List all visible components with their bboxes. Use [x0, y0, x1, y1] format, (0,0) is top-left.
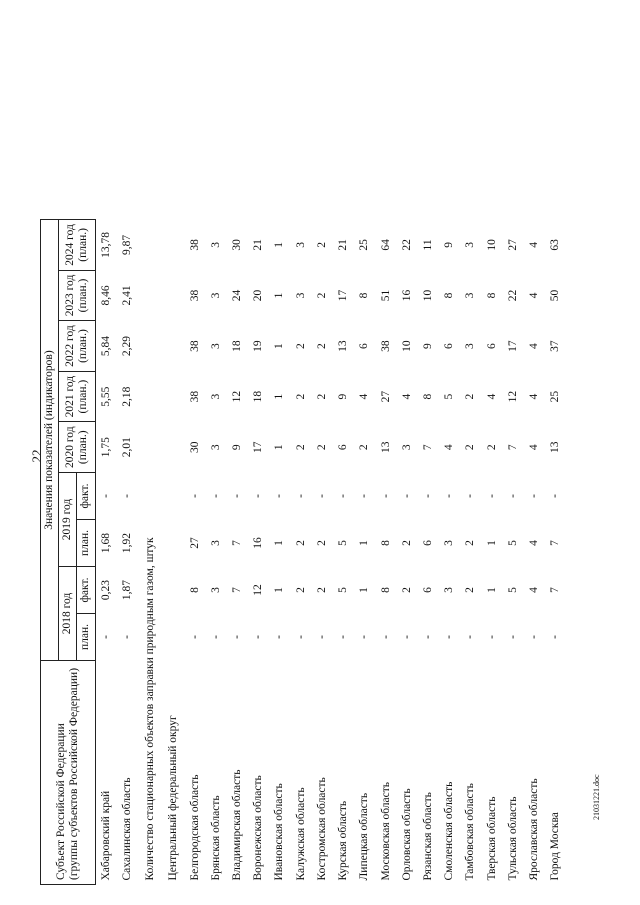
row-value-cell: 38	[188, 390, 201, 403]
row-value-cell: 5,84	[99, 336, 112, 357]
row-value-cell: 3	[464, 343, 477, 349]
table-row	[291, 220, 312, 885]
table-row	[376, 220, 397, 885]
row-value-cell: -	[273, 494, 286, 498]
row-value-cell: 24	[230, 289, 243, 302]
row-value-cell: -	[549, 494, 562, 498]
row-value-cell: 22	[506, 289, 519, 302]
row-value-cell: 9	[421, 343, 434, 349]
row-value-cell: 18	[230, 340, 243, 352]
row-value-cell: -	[230, 494, 243, 498]
row-value-cell: 7	[230, 540, 243, 546]
table-row	[248, 220, 269, 885]
row-value-cell: 3	[209, 393, 222, 400]
row-value-cell: 10	[485, 239, 498, 251]
row-value-cell: 3	[443, 587, 456, 593]
row-value-cell: 2	[358, 444, 371, 451]
table-row	[333, 220, 354, 885]
table-row	[269, 220, 290, 885]
row-value-cell: 22	[400, 239, 413, 251]
year-2023-header: 2023 год (план.)	[59, 270, 95, 321]
row-value-cell: 6	[485, 343, 498, 349]
row-value-cell: 7	[549, 587, 562, 593]
row-value-cell: 3	[209, 343, 222, 349]
sub-header-2018-fact: факт.	[77, 567, 95, 614]
row-value-cell: 3	[209, 242, 222, 248]
row-value-cell: 2,01	[120, 437, 133, 458]
row-value-cell: 1	[273, 292, 286, 299]
row-value-cell: 6	[421, 587, 434, 593]
table-row	[354, 220, 375, 885]
row-value-cell: 2,18	[120, 386, 133, 407]
row-value-cell: -	[528, 635, 541, 639]
table-row	[439, 220, 460, 885]
subject-header-line2: (группы субъектов Российской Федерации)	[67, 667, 80, 880]
footer-filename: 21031221.doc	[592, 774, 601, 820]
row-value-cell: 4	[528, 292, 541, 299]
row-value-cell: 3	[209, 292, 222, 299]
row-value-cell: 3	[464, 242, 477, 248]
row-value-cell: 1	[273, 540, 286, 546]
row-value-cell: 38	[188, 239, 201, 251]
row-value-cell: 2	[464, 444, 477, 451]
row-value-cell: 1	[273, 242, 286, 248]
row-value-cell: -	[421, 635, 434, 639]
row-value-cell: -	[400, 635, 413, 639]
row-value-cell: -	[209, 494, 222, 498]
row-value-cell: 16	[252, 537, 265, 549]
row-value-cell: 9	[443, 242, 456, 248]
row-value-cell: 13,78	[99, 231, 112, 258]
row-value-cell: 3	[294, 292, 307, 299]
row-value-cell: 4	[528, 540, 541, 546]
row-value-cell: 0,23	[99, 579, 112, 601]
row-value-cell: 1,68	[99, 532, 112, 554]
row-value-cell: 12	[230, 390, 243, 403]
row-value-cell: 4	[528, 587, 541, 593]
row-value-cell: -	[337, 494, 350, 498]
row-value-cell: 6	[337, 444, 350, 451]
row-value-cell: 2	[315, 587, 328, 593]
row-value-cell: -	[400, 494, 413, 498]
row-value-cell: 3	[209, 587, 222, 593]
row-value-cell: 4	[528, 242, 541, 248]
row-value-cell: -	[421, 494, 434, 498]
table-row	[524, 220, 545, 885]
row-value-cell: 17	[506, 340, 519, 352]
row-value-cell: -	[273, 635, 286, 639]
row-value-cell: -	[188, 635, 201, 639]
row-value-cell: 1	[485, 587, 498, 593]
row-value-cell: 6	[421, 540, 434, 546]
district-title: Центральный федеральный округ	[167, 715, 180, 881]
indicators-header: Значения показателей (индикаторов)	[41, 220, 59, 661]
row-value-cell: 2,29	[120, 336, 133, 357]
table-row	[503, 220, 524, 885]
row-value-cell: 5	[506, 587, 519, 593]
row-value-cell: 10	[421, 289, 434, 302]
row-value-cell: -	[464, 494, 477, 498]
table-row	[418, 220, 439, 885]
district-row	[161, 220, 184, 885]
row-value-cell: 17	[337, 289, 350, 302]
row-value-cell: 2	[294, 540, 307, 546]
year-2022-header: 2022 год (план.)	[59, 321, 95, 372]
row-value-cell: 2	[315, 292, 328, 299]
row-value-cell: 20	[252, 289, 265, 302]
row-value-cell: 5	[506, 540, 519, 546]
row-subject-name: Курская область	[337, 800, 350, 881]
section-title-row	[138, 220, 161, 885]
row-value-cell: -	[99, 635, 112, 639]
row-value-cell: 2	[315, 540, 328, 546]
year-2018-header: 2018 год	[59, 567, 77, 661]
row-value-cell: 1	[358, 587, 371, 593]
sub-header-2018-plan: план.	[77, 614, 95, 661]
row-value-cell: 51	[379, 289, 392, 302]
row-subject-name: Сахалинская область	[120, 777, 133, 881]
row-subject-name: Хабаровский край	[99, 790, 112, 881]
row-value-cell: 1	[358, 540, 371, 546]
row-value-cell: -	[99, 494, 112, 498]
row-value-cell: 13	[337, 340, 350, 352]
row-value-cell: -	[230, 635, 243, 639]
row-value-cell: 21	[252, 239, 265, 251]
row-value-cell: 63	[549, 239, 562, 251]
row-value-cell: -	[506, 635, 519, 639]
row-subject-name: Владимирская область	[230, 769, 243, 881]
row-value-cell: 2	[294, 343, 307, 349]
row-value-cell: 1,92	[120, 532, 133, 554]
row-value-cell: -	[294, 494, 307, 498]
table-row	[95, 220, 117, 885]
row-value-cell: 11	[421, 239, 434, 251]
row-value-cell: 4	[443, 444, 456, 451]
row-subject-name: Город Москва	[549, 812, 562, 881]
table-body	[95, 220, 566, 885]
row-value-cell: -	[379, 494, 392, 498]
section-title: Количество стационарных объектов заправки природным газом, штук	[144, 537, 157, 881]
row-value-cell: 3	[464, 292, 477, 299]
row-value-cell: 1	[273, 393, 286, 400]
year-2024-header: 2024 год (план.)	[59, 220, 95, 271]
row-value-cell: 13	[379, 441, 392, 453]
subject-header-line1: Субъект Российской Федерации	[54, 723, 67, 880]
table-row	[206, 220, 227, 885]
row-value-cell: -	[337, 635, 350, 639]
row-value-cell: 8	[358, 292, 371, 299]
row-value-cell: 13	[549, 441, 562, 453]
row-value-cell: 16	[400, 289, 413, 302]
table-row	[482, 220, 503, 885]
row-value-cell: 3	[294, 242, 307, 248]
row-value-cell: 3	[209, 540, 222, 546]
row-value-cell: 38	[188, 340, 201, 352]
year-2019-header: 2019 год	[59, 473, 77, 567]
row-value-cell: 8,46	[99, 285, 112, 306]
row-value-cell: -	[188, 494, 201, 498]
row-value-cell: -	[443, 494, 456, 498]
row-subject-name: Белгородская область	[188, 774, 201, 881]
row-subject-name: Московская область	[379, 781, 392, 881]
row-value-cell: 5,55	[99, 386, 112, 407]
year-2020-header: 2020 год (план.)	[59, 422, 95, 473]
row-subject-name: Тульская область	[506, 796, 519, 881]
row-subject-name: Орловская область	[400, 788, 413, 881]
row-value-cell: 3	[400, 444, 413, 451]
row-value-cell: -	[120, 635, 133, 639]
row-value-cell: -	[443, 635, 456, 639]
row-value-cell: 9,87	[120, 234, 133, 255]
table-row	[117, 220, 138, 885]
row-value-cell: 2	[315, 343, 328, 349]
row-value-cell: 37	[549, 340, 562, 352]
table-row	[185, 220, 206, 885]
row-value-cell: -	[252, 494, 265, 498]
row-value-cell: -	[549, 635, 562, 639]
row-value-cell: -	[358, 494, 371, 498]
indicators-table	[40, 219, 566, 885]
row-value-cell: 6	[358, 343, 371, 349]
row-value-cell: -	[506, 494, 519, 498]
row-value-cell: -	[209, 635, 222, 639]
row-value-cell: 64	[379, 239, 392, 251]
row-value-cell: -	[294, 635, 307, 639]
row-value-cell: 6	[443, 343, 456, 349]
subject-header	[41, 661, 96, 885]
row-value-cell: 8	[188, 587, 201, 593]
row-value-cell: -	[358, 635, 371, 639]
row-value-cell: 8	[443, 292, 456, 299]
row-value-cell: 19	[252, 340, 265, 352]
row-value-cell: -	[315, 635, 328, 639]
rotated-table-sheet	[40, 10, 610, 885]
row-value-cell: 27	[379, 390, 392, 403]
row-subject-name: Брянская область	[209, 795, 222, 881]
row-value-cell: 25	[358, 239, 371, 251]
row-value-cell: 5	[337, 587, 350, 593]
row-value-cell: -	[485, 635, 498, 639]
row-value-cell: 7	[230, 587, 243, 593]
row-value-cell: 2	[400, 540, 413, 546]
row-subject-name: Липецкая область	[358, 792, 371, 881]
row-value-cell: 7	[421, 444, 434, 451]
row-value-cell: 2	[294, 587, 307, 593]
row-value-cell: -	[485, 494, 498, 498]
row-value-cell: 27	[188, 537, 201, 549]
row-value-cell: 3	[209, 444, 222, 451]
row-value-cell: 7	[506, 444, 519, 451]
row-subject-name: Смоленская область	[443, 781, 456, 881]
row-subject-name: Калужская область	[294, 787, 307, 881]
sub-header-2019-plan: план.	[77, 520, 95, 567]
row-subject-name: Рязанская область	[421, 792, 434, 881]
row-value-cell: 7	[549, 540, 562, 546]
row-value-cell: 2	[485, 444, 498, 451]
row-value-cell: 38	[379, 340, 392, 352]
table-row	[460, 220, 481, 885]
row-value-cell: 1,75	[99, 437, 112, 458]
row-value-cell: 1,87	[120, 579, 133, 601]
row-value-cell: 1	[273, 343, 286, 349]
row-value-cell: 5	[337, 540, 350, 546]
row-value-cell: 4	[358, 393, 371, 400]
row-value-cell: 4	[528, 343, 541, 349]
row-value-cell: 1	[273, 444, 286, 451]
row-value-cell: 1	[273, 587, 286, 593]
row-value-cell: -	[252, 635, 265, 639]
row-value-cell: -	[379, 635, 392, 639]
row-value-cell: 2,41	[120, 285, 133, 306]
row-value-cell: -	[528, 494, 541, 498]
row-value-cell: 1	[485, 540, 498, 546]
row-value-cell: 30	[188, 441, 201, 453]
table-row	[545, 220, 566, 885]
row-value-cell: 3	[443, 540, 456, 546]
row-value-cell: 8	[421, 393, 434, 400]
row-value-cell: 2	[315, 444, 328, 451]
row-value-cell: 5	[443, 393, 456, 400]
row-subject-name: Воронежская область	[252, 775, 265, 881]
row-subject-name: Тверская область	[485, 796, 498, 881]
row-value-cell: 2	[315, 242, 328, 248]
row-subject-name: Тамбовская область	[464, 783, 477, 881]
row-value-cell: -	[315, 494, 328, 498]
row-value-cell: 17	[252, 441, 265, 453]
table-row	[312, 220, 333, 885]
row-value-cell: 2	[315, 393, 328, 400]
row-value-cell: 10	[400, 340, 413, 352]
row-value-cell: 2	[464, 393, 477, 400]
row-value-cell: 38	[188, 289, 201, 302]
row-value-cell: 27	[506, 239, 519, 251]
row-value-cell: 4	[528, 444, 541, 451]
row-value-cell: 21	[337, 239, 350, 251]
row-value-cell: -	[464, 635, 477, 639]
row-value-cell: 4	[485, 393, 498, 400]
row-value-cell: 9	[230, 444, 243, 451]
row-value-cell: 25	[549, 390, 562, 403]
row-value-cell: -	[120, 494, 133, 498]
row-value-cell: 30	[230, 239, 243, 251]
row-value-cell: 9	[337, 393, 350, 400]
table-row	[397, 220, 418, 885]
row-value-cell: 8	[379, 587, 392, 593]
row-value-cell: 12	[506, 390, 519, 403]
sub-header-2019-fact: факт.	[77, 473, 95, 520]
row-subject-name: Ивановская область	[273, 783, 286, 881]
row-value-cell: 18	[252, 390, 265, 403]
year-2021-header: 2021 год (план.)	[59, 371, 95, 422]
row-value-cell: 50	[549, 289, 562, 302]
row-value-cell: 2	[400, 587, 413, 593]
row-value-cell: 2	[464, 540, 477, 546]
table-row	[227, 220, 248, 885]
page-number: 22	[29, 449, 44, 463]
row-value-cell: 2	[294, 444, 307, 451]
row-value-cell: 8	[379, 540, 392, 546]
row-value-cell: 4	[400, 393, 413, 400]
row-value-cell: 2	[294, 393, 307, 400]
row-value-cell: 8	[485, 292, 498, 299]
row-value-cell: 4	[528, 393, 541, 400]
row-subject-name: Костромская область	[315, 777, 328, 881]
row-subject-name: Ярославская область	[528, 778, 541, 881]
row-value-cell: 12	[252, 584, 265, 596]
row-value-cell: 2	[464, 587, 477, 593]
